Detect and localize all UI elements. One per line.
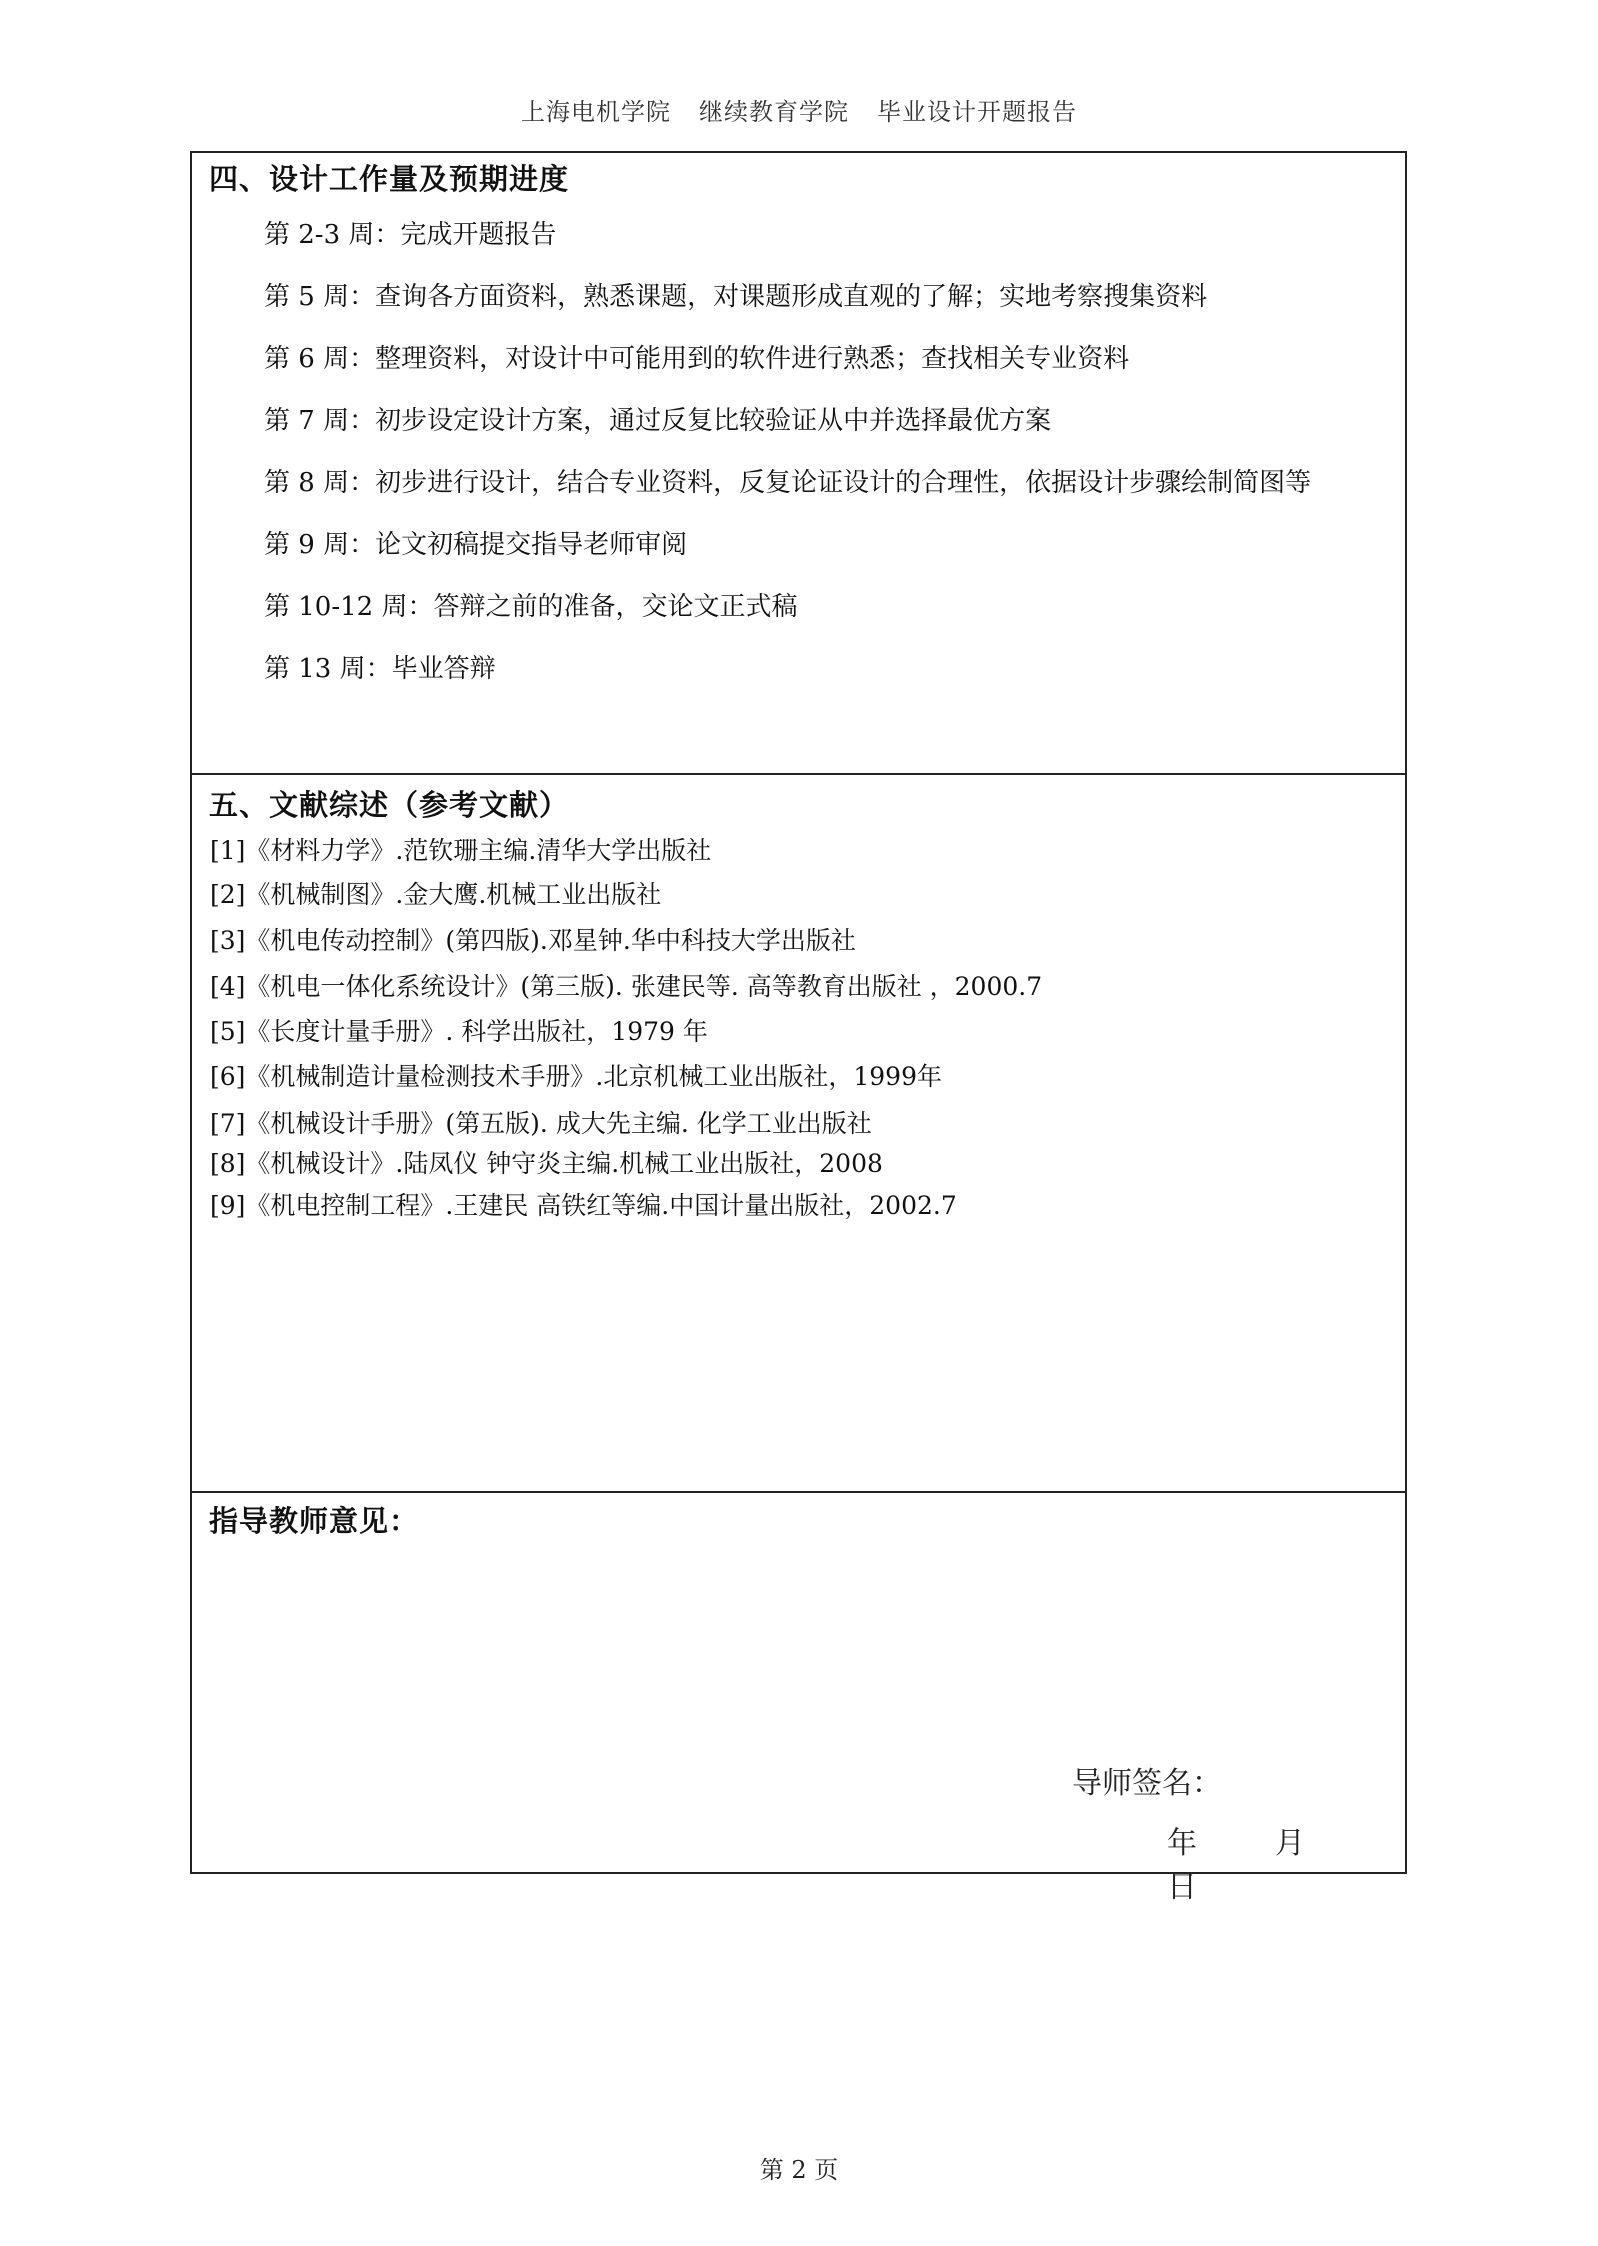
page-header [0,92,1598,127]
schedule-item: 第 13 周：毕业答辩 [264,654,496,684]
references-section [192,775,1405,1493]
report-form-table [190,151,1407,1905]
date-month-label: 月 [1275,1826,1305,1861]
schedule-section-title: 四、设计工作量及预期进度 [209,162,570,196]
schedule-item: 第 10-12 周：答辩之前的准备，交论文正式稿 [264,592,798,622]
schedule-section [192,153,1405,775]
header-college: 继续教育学院 [699,98,849,126]
advisor-signature-label: 导师签名： [1072,1766,1222,1801]
advisor-opinion-title: 指导教师意见： [209,1504,420,1538]
references-list [210,833,1042,1224]
reference-item: [3]《机电传动控制》(第四版).邓星钟.华中科技大学出版社 [210,926,856,955]
reference-item: [4]《机电一体化系统设计》(第三版). 张建民等. 高等教育出版社 ，2000.7 [210,972,1043,1001]
header-doc-title: 毕业设计开题报告 [877,98,1077,126]
reference-item: [5]《长度计量手册》. 科学出版社，1979 年 [210,1017,708,1046]
date-year-label: 年 [1167,1826,1197,1861]
references-section-title: 五、文献综述（参考文献） [209,788,570,822]
page-number: 第 2 页 [759,2156,839,2184]
reference-item: [9]《机电控制工程》.王建民 高铁红等编.中国计量出版社，2002.7 [210,1191,957,1220]
reference-item: [8]《机械设计》.陆凤仪 钟守炎主编.机械工业出版社，2008 [210,1149,883,1178]
signature-date-line [1167,1818,1405,1906]
schedule-item: 第 9 周：论文初稿提交指导老师审阅 [264,530,688,560]
schedule-item: 第 8 周：初步进行设计，结合专业资料，反复论证设计的合理性，依据设计步骤绘制简图等 [264,468,1312,498]
schedule-item: 第 5 周：查询各方面资料，熟悉课题，对课题形成直观的了解；实地考察搜集资料 [264,282,1208,312]
date-day-label: 日 [1167,1870,1197,1905]
header-school: 上海电机学院 [521,98,671,126]
schedule-item: 第 7 周：初步设定设计方案，通过反复比较验证从中并选择最优方案 [264,406,1052,436]
reference-item: [6]《机械制造计量检测技术手册》.北京机械工业出版社，1999年 [210,1062,942,1091]
reference-item: [7]《机械设计手册》(第五版). 成大先主编. 化学工业出版社 [210,1109,872,1138]
schedule-list [264,215,1311,711]
schedule-item: 第 2-3 周：完成开题报告 [264,220,557,250]
reference-item: [1]《材料力学》.范钦珊主编.清华大学出版社 [210,836,712,865]
schedule-item: 第 6 周：整理资料，对设计中可能用到的软件进行熟悉；查找相关专业资料 [264,344,1130,374]
reference-item: [2]《机械制图》.金大鹰.机械工业出版社 [210,880,662,909]
advisor-opinion-section [192,1493,1405,1905]
